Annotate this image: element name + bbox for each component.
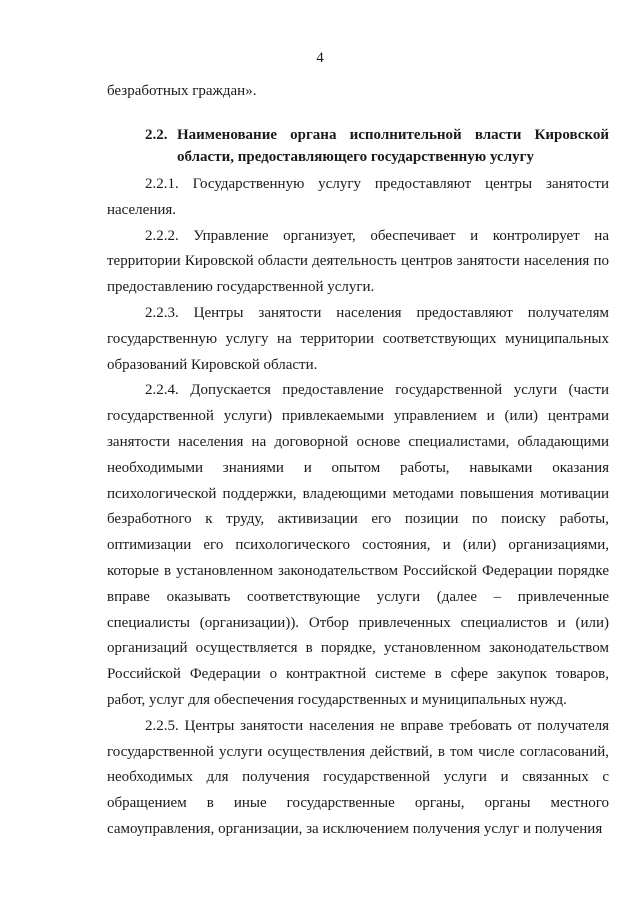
section-heading: [107, 124, 609, 168]
paragraph-2-2-2: 2.2.2. Управление организует, обеспечивает и контролирует на территории Кировской области деятельность центров занятости населения по предоставлению государственной услуги.: [107, 227, 609, 296]
section-heading-line-1: [107, 124, 609, 146]
paragraph-2-2-1: 2.2.1. Государственную услугу предоставляют центры занятости населения.: [107, 176, 609, 218]
paragraph-2-2-5: 2.2.5. Центры занятости населения не вправе требовать от получателя государственной услуги осуществления действий, в том числе согласований, необходимых для получения государственной услуги и связанных с обращением в иные государственные органы, органы местного самоуправления, организации, за исключением получения услуг и получения: [107, 717, 609, 837]
paragraph-2-2-3: 2.2.3. Центры занятости населения предоставляют получателям государственную услугу на территории соответствующих муниципальных образований Кировской области.: [107, 304, 609, 373]
section-body: [107, 172, 609, 843]
intro-line: безработных граждан».: [107, 83, 257, 99]
section-number: 2.2.: [145, 127, 168, 143]
paragraph-2-2-4: 2.2.4. Допускается предоставление государственной услуги (части государственной услуги) привлекаемыми управлением и (или) центрами занятости населения на договорной основе специалистами, обладающими необходимыми знаниями и опытом работы, навыками оказания психологической поддержки, владеющими методами повышения мотивации безработного к труду, активизации его позиции по поиску работы, оптимизации его психологического состояния, и (или) организациями, которые в установленном законодательством Российской Федерации порядке вправе оказывать соответствующие услуги (далее – привлеченные специалисты (организации)). Отбор привлеченных специалистов и (или) организаций осуществляется в порядке, установленном законодательством Российской Федерации о контрактной системе в сфере закупок товаров, работ, услуг для обеспечения государственных и муниципальных нужд.: [107, 382, 609, 708]
page-number: 4: [316, 50, 324, 66]
section-title-line-2: области, предоставляющего государственную услугу: [177, 149, 534, 165]
section-title-line-1: Наименование органа исполнительной власти Кировской: [177, 127, 609, 143]
